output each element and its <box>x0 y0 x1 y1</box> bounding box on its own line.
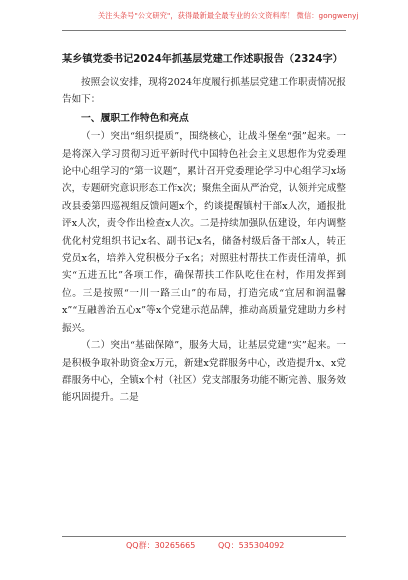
section-heading: 一、履职工作特色和亮点 <box>81 112 189 124</box>
footer-divider <box>62 536 346 537</box>
header-divider <box>62 30 346 31</box>
header-promo-text: 关注头条号"公文研究"，获得最新最全最专业的公文资料库！ 微信：gongwenyj <box>98 11 359 20</box>
body-paragraph-1: （一）突出“组织提质”，围绕核心，让战斗堡垒“强”起来。一是将深入学习贯彻习近平新时代中国特色社会主义思想作为党委理论中心组学习的“第一议题”，累计召开党委理论学习中心组学习x场次，专题研究意识形态工作x次；聚焦全面从严治党，认领并完成整改县委第四巡视组反馈问题x个，约谈提醒镇村干部x人次，通报批评x人次，责令作出检查x人次。二是持续加强队伍建设，年内调整优化村党组织书记x名、副书记x名，储备村级后备干部x人，转正党员x名，培养入党积极分子x名；对照驻村帮扶工作责任清单，抓实“五进五比”各项工作，确保帮扶工作队吃住在村，作用发挥到位。三是按照“一川一路三山”的布局，打造完成“宜居和润温馨x”“互融善治五心x”等x个党建示范品牌，推动高质量党建助力乡村振兴。 <box>62 131 346 334</box>
page-header <box>0 0 408 34</box>
intro-paragraph: 按照会议安排，现将2024年度履行抓基层党建工作职责情况报告如下： <box>62 77 346 106</box>
document-body <box>62 52 346 407</box>
footer-qq-group: QQ群：30265665 <box>126 541 196 550</box>
page-footer <box>0 536 408 556</box>
footer-qq-contact: QQ：535304092 <box>218 541 285 550</box>
document-title: 某乡镇党委书记2024年抓基层党建工作述职报告（2324字） <box>62 54 343 65</box>
body-paragraph-2: （二）突出“基础保障”，服务大局，让基层党建“实”起来。一是积极争取补助资金x万元，新建x党群服务中心，改造提升x、x党群服务中心，全镇x个村（社区）党支部服务功能不断完善、服务效能巩固提升。二是 <box>62 340 346 404</box>
